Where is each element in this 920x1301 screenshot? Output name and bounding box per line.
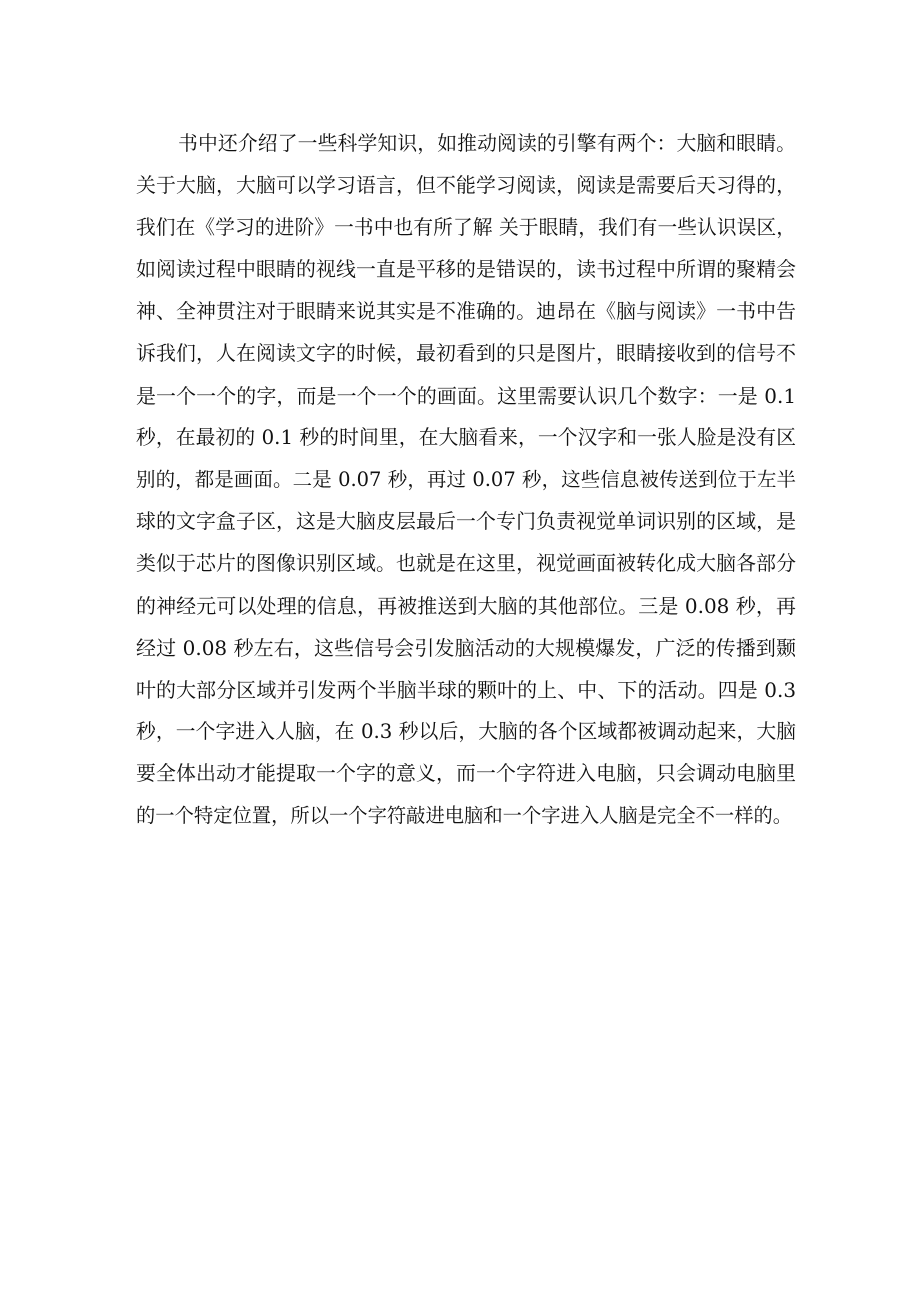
paragraph-line: 别的，都是画面。二是 0.07 秒，再过 0.07 秒，这些信息被传送到位于左半 [136, 468, 796, 491]
paragraph-line: 的一个特定位置，所以一个字符敲进电脑和一个字进入人脑是完全不一样的。 [136, 804, 793, 827]
paragraph-line: 秒，在最初的 0.1 秒的时间里，在大脑看来，一个汉字和一张人脸是没有区 [136, 426, 796, 449]
paragraph-line: 诉我们，人在阅读文字的时候，最初看到的只是图片，眼睛接收到的信号不 [136, 342, 796, 365]
body-paragraph [136, 123, 796, 837]
paragraph-line: 要全体出动才能提取一个字的意义，而一个字符进入电脑，只会调动电脑里 [136, 762, 796, 785]
paragraph-line: 类似于芯片的图像识别区域。也就是在这里，视觉画面被转化成大脑各部分 [136, 552, 796, 575]
paragraph-line: 球的文字盒子区，这是大脑皮层最后一个专门负责视觉单词识别的区域，是 [136, 510, 796, 533]
paragraph-line: 的神经元可以处理的信息，再被推送到大脑的其他部位。三是 0.08 秒，再 [136, 594, 796, 618]
paragraph-line: 书中还介绍了一些科学知识，如推动阅读的引擎有两个：大脑和眼睛。 [178, 132, 796, 155]
paragraph-line: 叶的大部分区域并引发两个半脑半球的颗叶的上、中、下的活动。四是 0.3 [136, 678, 796, 702]
paragraph-line: 经过 0.08 秒左右，这些信号会引发脑活动的大规模爆发，广泛的传播到颞 [136, 636, 796, 660]
paragraph-line: 如阅读过程中眼睛的视线一直是平移的是错误的，读书过程中所谓的聚精会 [136, 258, 796, 281]
paragraph-line: 关于大脑，大脑可以学习语言，但不能学习阅读，阅读是需要后天习得的， [136, 174, 796, 197]
paragraph-line: 神、全神贯注对于眼睛来说其实是不准确的。迪昂在《脑与阅读》一书中告 [136, 300, 796, 323]
paragraph-line: 我们在《学习的进阶》一书中也有所了解 关于眼睛，我们有一些认识误区， [136, 216, 796, 239]
paragraph-line: 是一个一个的字，而是一个一个的画面。这里需要认识几个数字：一是 0.1 [136, 384, 796, 408]
paragraph-line: 秒，一个字进入人脑，在 0.3 秒以后，大脑的各个区域都被调动起来，大脑 [136, 720, 796, 743]
